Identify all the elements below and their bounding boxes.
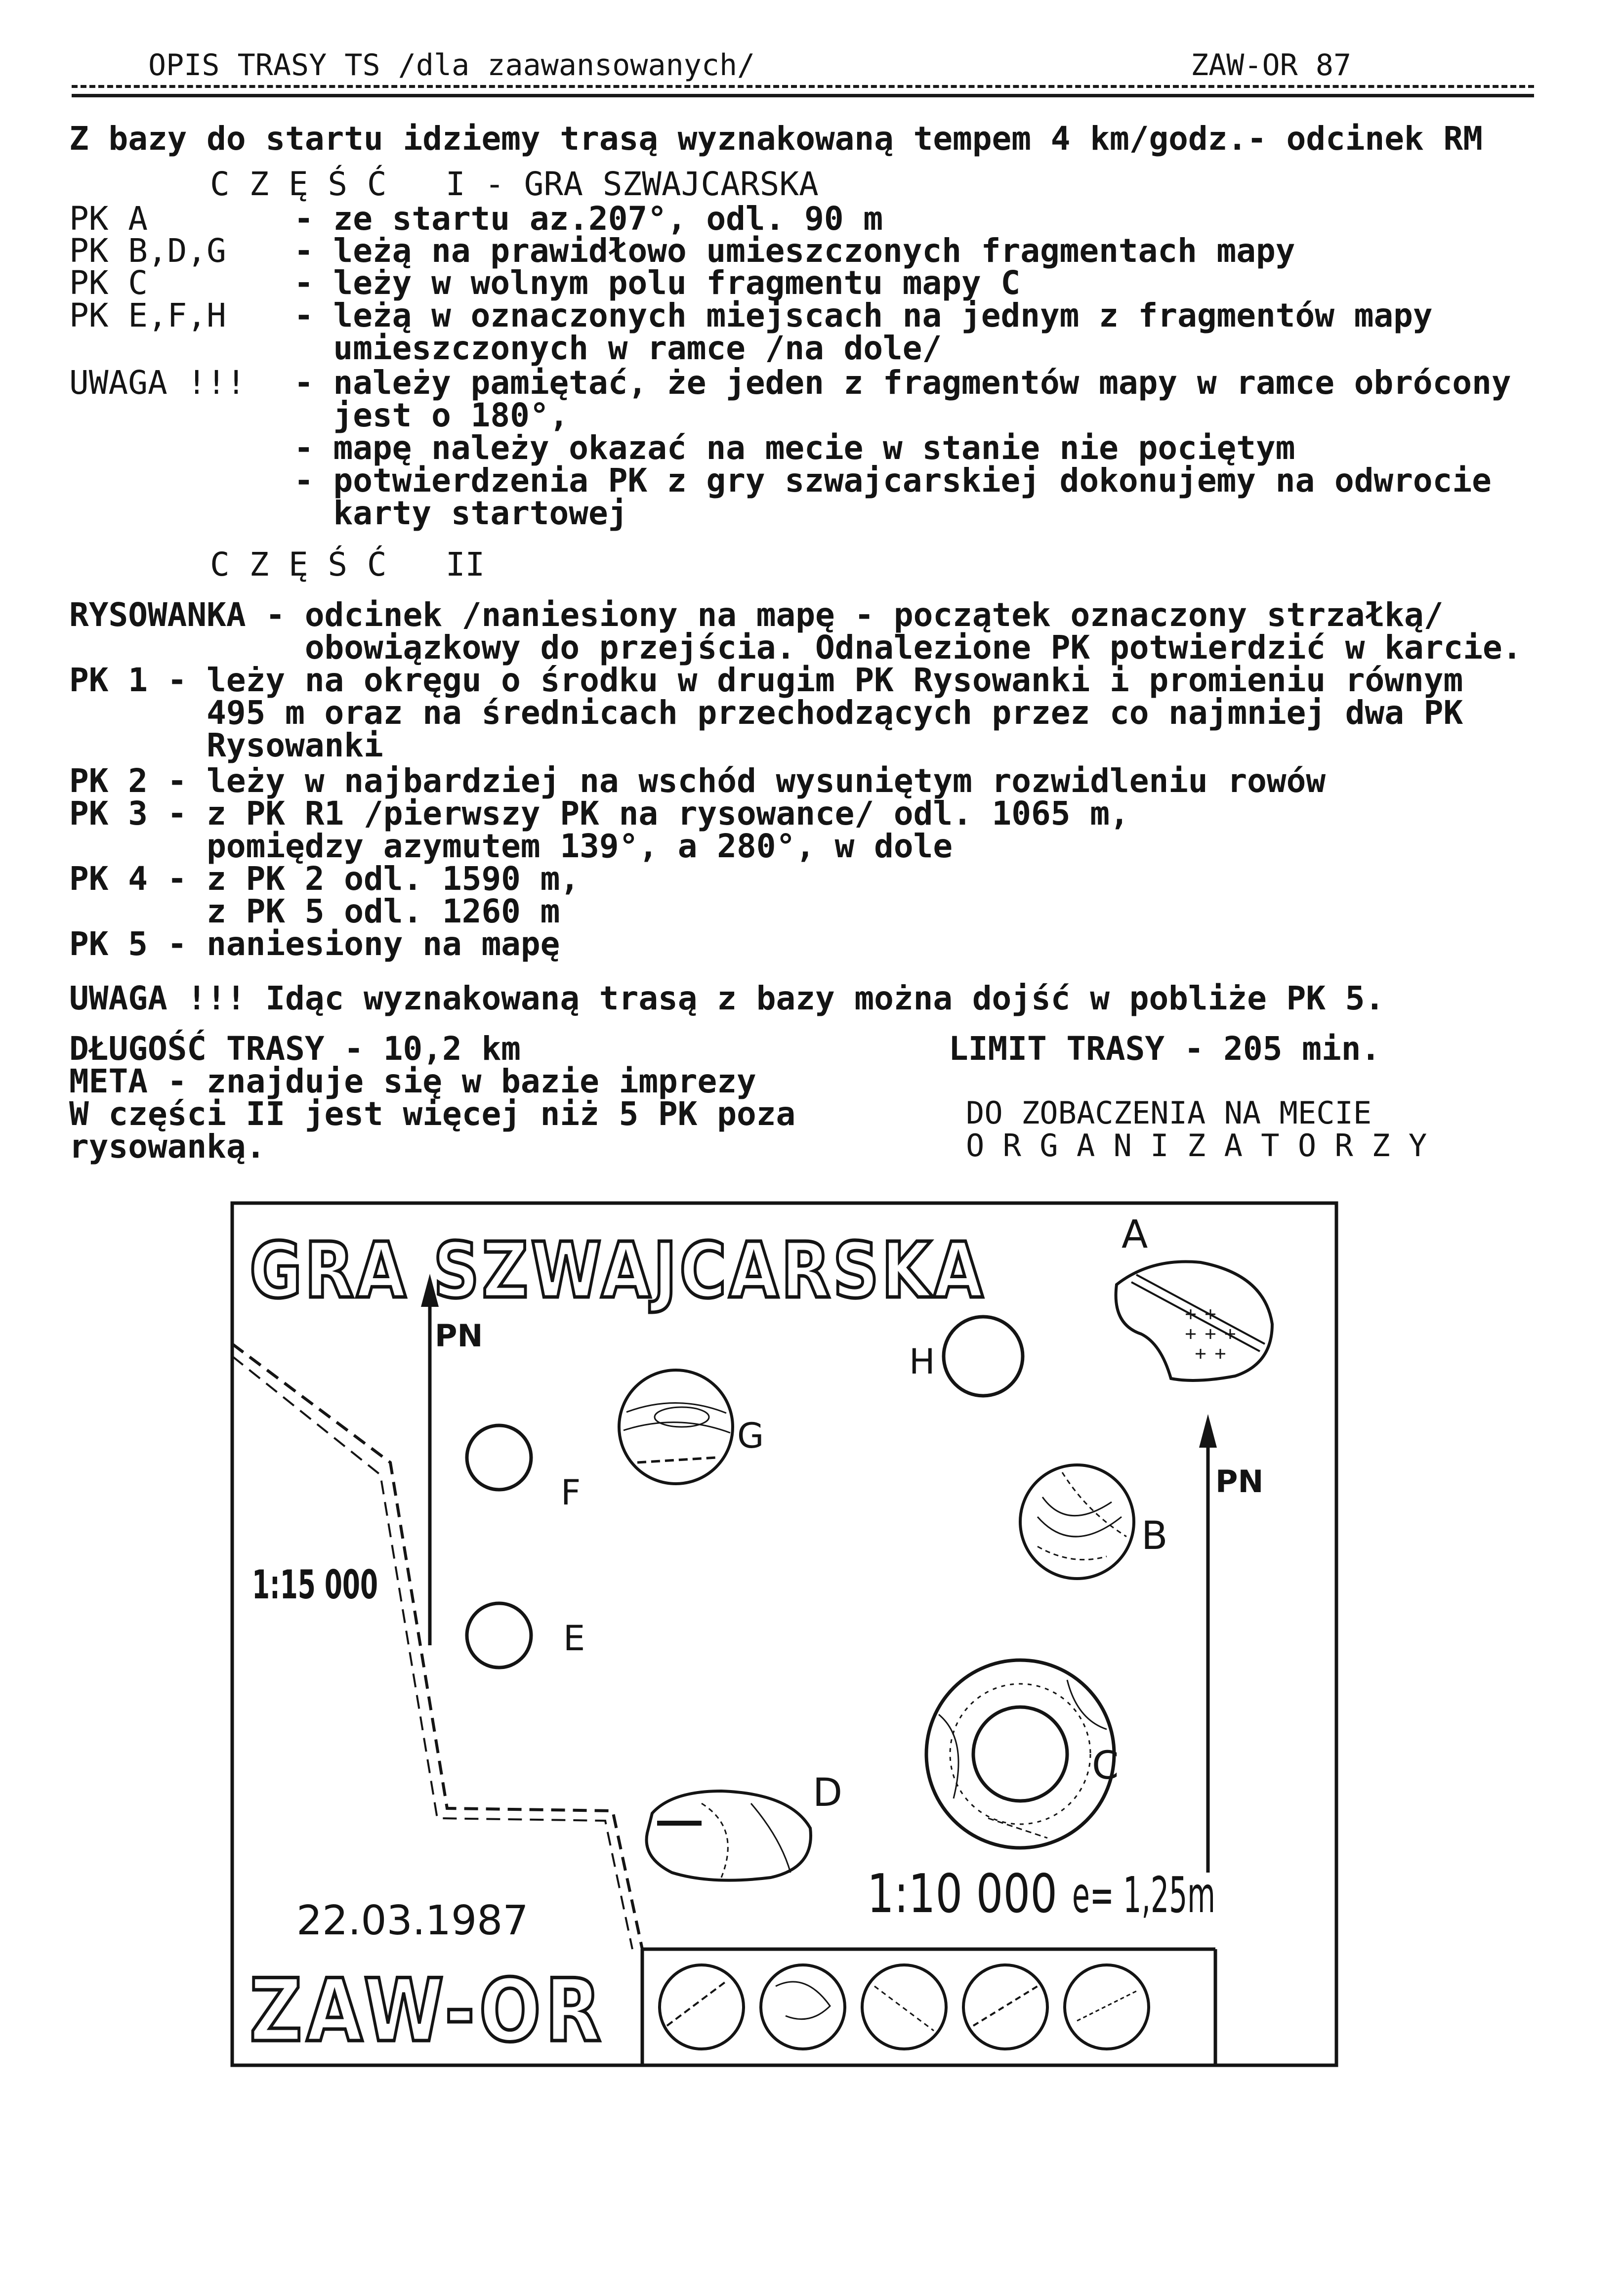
part1-label: PK B,D,G	[69, 232, 226, 270]
route-length: DŁUGOŚĆ TRASY - 10,2 km	[69, 1030, 521, 1068]
part2-line: pomiędzy azymutem 139°, a 280°, w dole	[69, 827, 953, 865]
map-logo: ZAW-OR	[249, 1961, 605, 2061]
fragment-label-a: A	[1122, 1212, 1148, 1257]
part2-line: 495 m oraz na średnicach przechodzących przez co najmniej dwa PK	[69, 694, 1463, 732]
north-label: PN	[1215, 1463, 1264, 1500]
part2-line: z PK 5 odl. 1260 m	[69, 892, 560, 930]
frame-fragments	[660, 1965, 1149, 2049]
part2-heading: C Z Ę Ś Ć II	[210, 545, 485, 584]
part1-label: PK A	[69, 200, 148, 238]
greeting: DO ZOBACZENIA NA MECIE	[966, 1095, 1372, 1131]
fragment-a	[1116, 1261, 1272, 1380]
part1-text: - należy pamiętać, że jeden z fragmentów mapy w ramce obrócony	[294, 364, 1511, 402]
fragment-circle-h	[944, 1317, 1023, 1396]
fragment-d	[647, 1791, 811, 1880]
north-arrowhead	[1199, 1414, 1217, 1448]
fragment-label-e: E	[563, 1618, 585, 1659]
part1-label: UWAGA !!!	[69, 364, 246, 402]
part2-line: PK 3 - z PK R1 /pierwszy PK na rysowance/ odl. 1065 m,	[69, 794, 1129, 833]
scale-left: 1:15 000	[252, 1562, 378, 1608]
map-title: GRA SZWAJCARSKA	[249, 1226, 986, 1315]
fragment-c	[926, 1660, 1114, 1848]
part1-text: - potwierdzenia PK z gry szwajcarskiej dokonujemy na odwrocie	[294, 461, 1492, 500]
part1-label: PK C	[69, 264, 148, 302]
part1-text: - leży w wolnym polu fragmentu mapy C	[294, 264, 1021, 302]
part1-heading: C Z Ę Ś Ć I - GRA SZWAJCARSKA	[210, 165, 819, 203]
fragment-label-d: D	[813, 1771, 843, 1815]
part1-label: PK E,F,H	[69, 296, 226, 334]
part1-text: - leżą na prawidłowo umieszczonych fragmentach mapy	[294, 232, 1295, 270]
part2-line: PK 5 - naniesiony na mapę	[69, 925, 560, 963]
document-title: OPIS TRASY TS /dla zaawansowanych/	[148, 48, 755, 83]
contour-interval: e= 1,25m	[1072, 1866, 1215, 1924]
part1-text: - leżą w oznaczonych miejscach na jednym z fragmentów mapy	[294, 296, 1433, 334]
warning-note: UWAGA !!! Idąc wyznakowaną trasą z bazy można dojść w pobliże PK 5.	[69, 979, 1385, 1017]
fragment-label-b: B	[1141, 1514, 1168, 1558]
part1-text: jest o 180°,	[294, 396, 569, 434]
extra-info: W części II jest więcej niż 5 PK poza	[69, 1095, 796, 1133]
fragment-b	[1020, 1465, 1134, 1579]
north-label: PN	[435, 1318, 483, 1354]
part2-line: obowiązkowy do przejścia. Odnalezione PK potwierdzić w karcie.	[69, 628, 1522, 667]
part2-line: RYSOWANKA - odcinek /naniesiony na mapę - początek oznaczony strzałką/	[69, 596, 1444, 634]
signature: O R G A N I Z A T O R Z Y	[966, 1127, 1427, 1164]
part1-text: umieszczonych w ramce /na dole/	[294, 329, 942, 367]
scale-bottom: 1:10 000	[867, 1863, 1057, 1925]
part2-line: PK 4 - z PK 2 odl. 1590 m,	[69, 860, 580, 898]
part2-line: PK 1 - leży na okręgu o środku w drugim PK Rysowanki i promieniu równym	[69, 661, 1463, 699]
fragment-label-f: F	[561, 1472, 581, 1513]
extra-info: rysowanką.	[69, 1127, 266, 1166]
intro-line: Z bazy do startu idziemy trasą wyznakowaną tempem 4 km/godz.- odcinek RM	[69, 120, 1483, 158]
time-limit: LIMIT TRASY - 205 min.	[949, 1030, 1381, 1068]
document-code: ZAW-OR 87	[1191, 48, 1352, 83]
map-date: 22.03.1987	[296, 1897, 529, 1944]
part1-text: - mapę należy okazać na mecie w stanie nie pociętym	[294, 429, 1295, 467]
fragment-label-c: C	[1092, 1744, 1119, 1788]
part2-line: PK 2 - leży w najbardziej na wschód wysuniętym rozwidleniu rowów	[69, 762, 1326, 800]
fragment-label-h: H	[909, 1341, 935, 1382]
fragment-circle-f	[467, 1425, 531, 1490]
fragment-g	[619, 1370, 733, 1484]
part2-line: Rysowanki	[69, 726, 383, 764]
part1-text: karty startowej	[294, 494, 628, 532]
finish-info: META - znajduje się w bazie imprezy	[69, 1062, 756, 1100]
part1-text: - ze startu az.207°, odl. 90 m	[294, 200, 883, 238]
fragment-circle-e	[467, 1603, 531, 1668]
fragment-label-g: G	[737, 1416, 764, 1456]
